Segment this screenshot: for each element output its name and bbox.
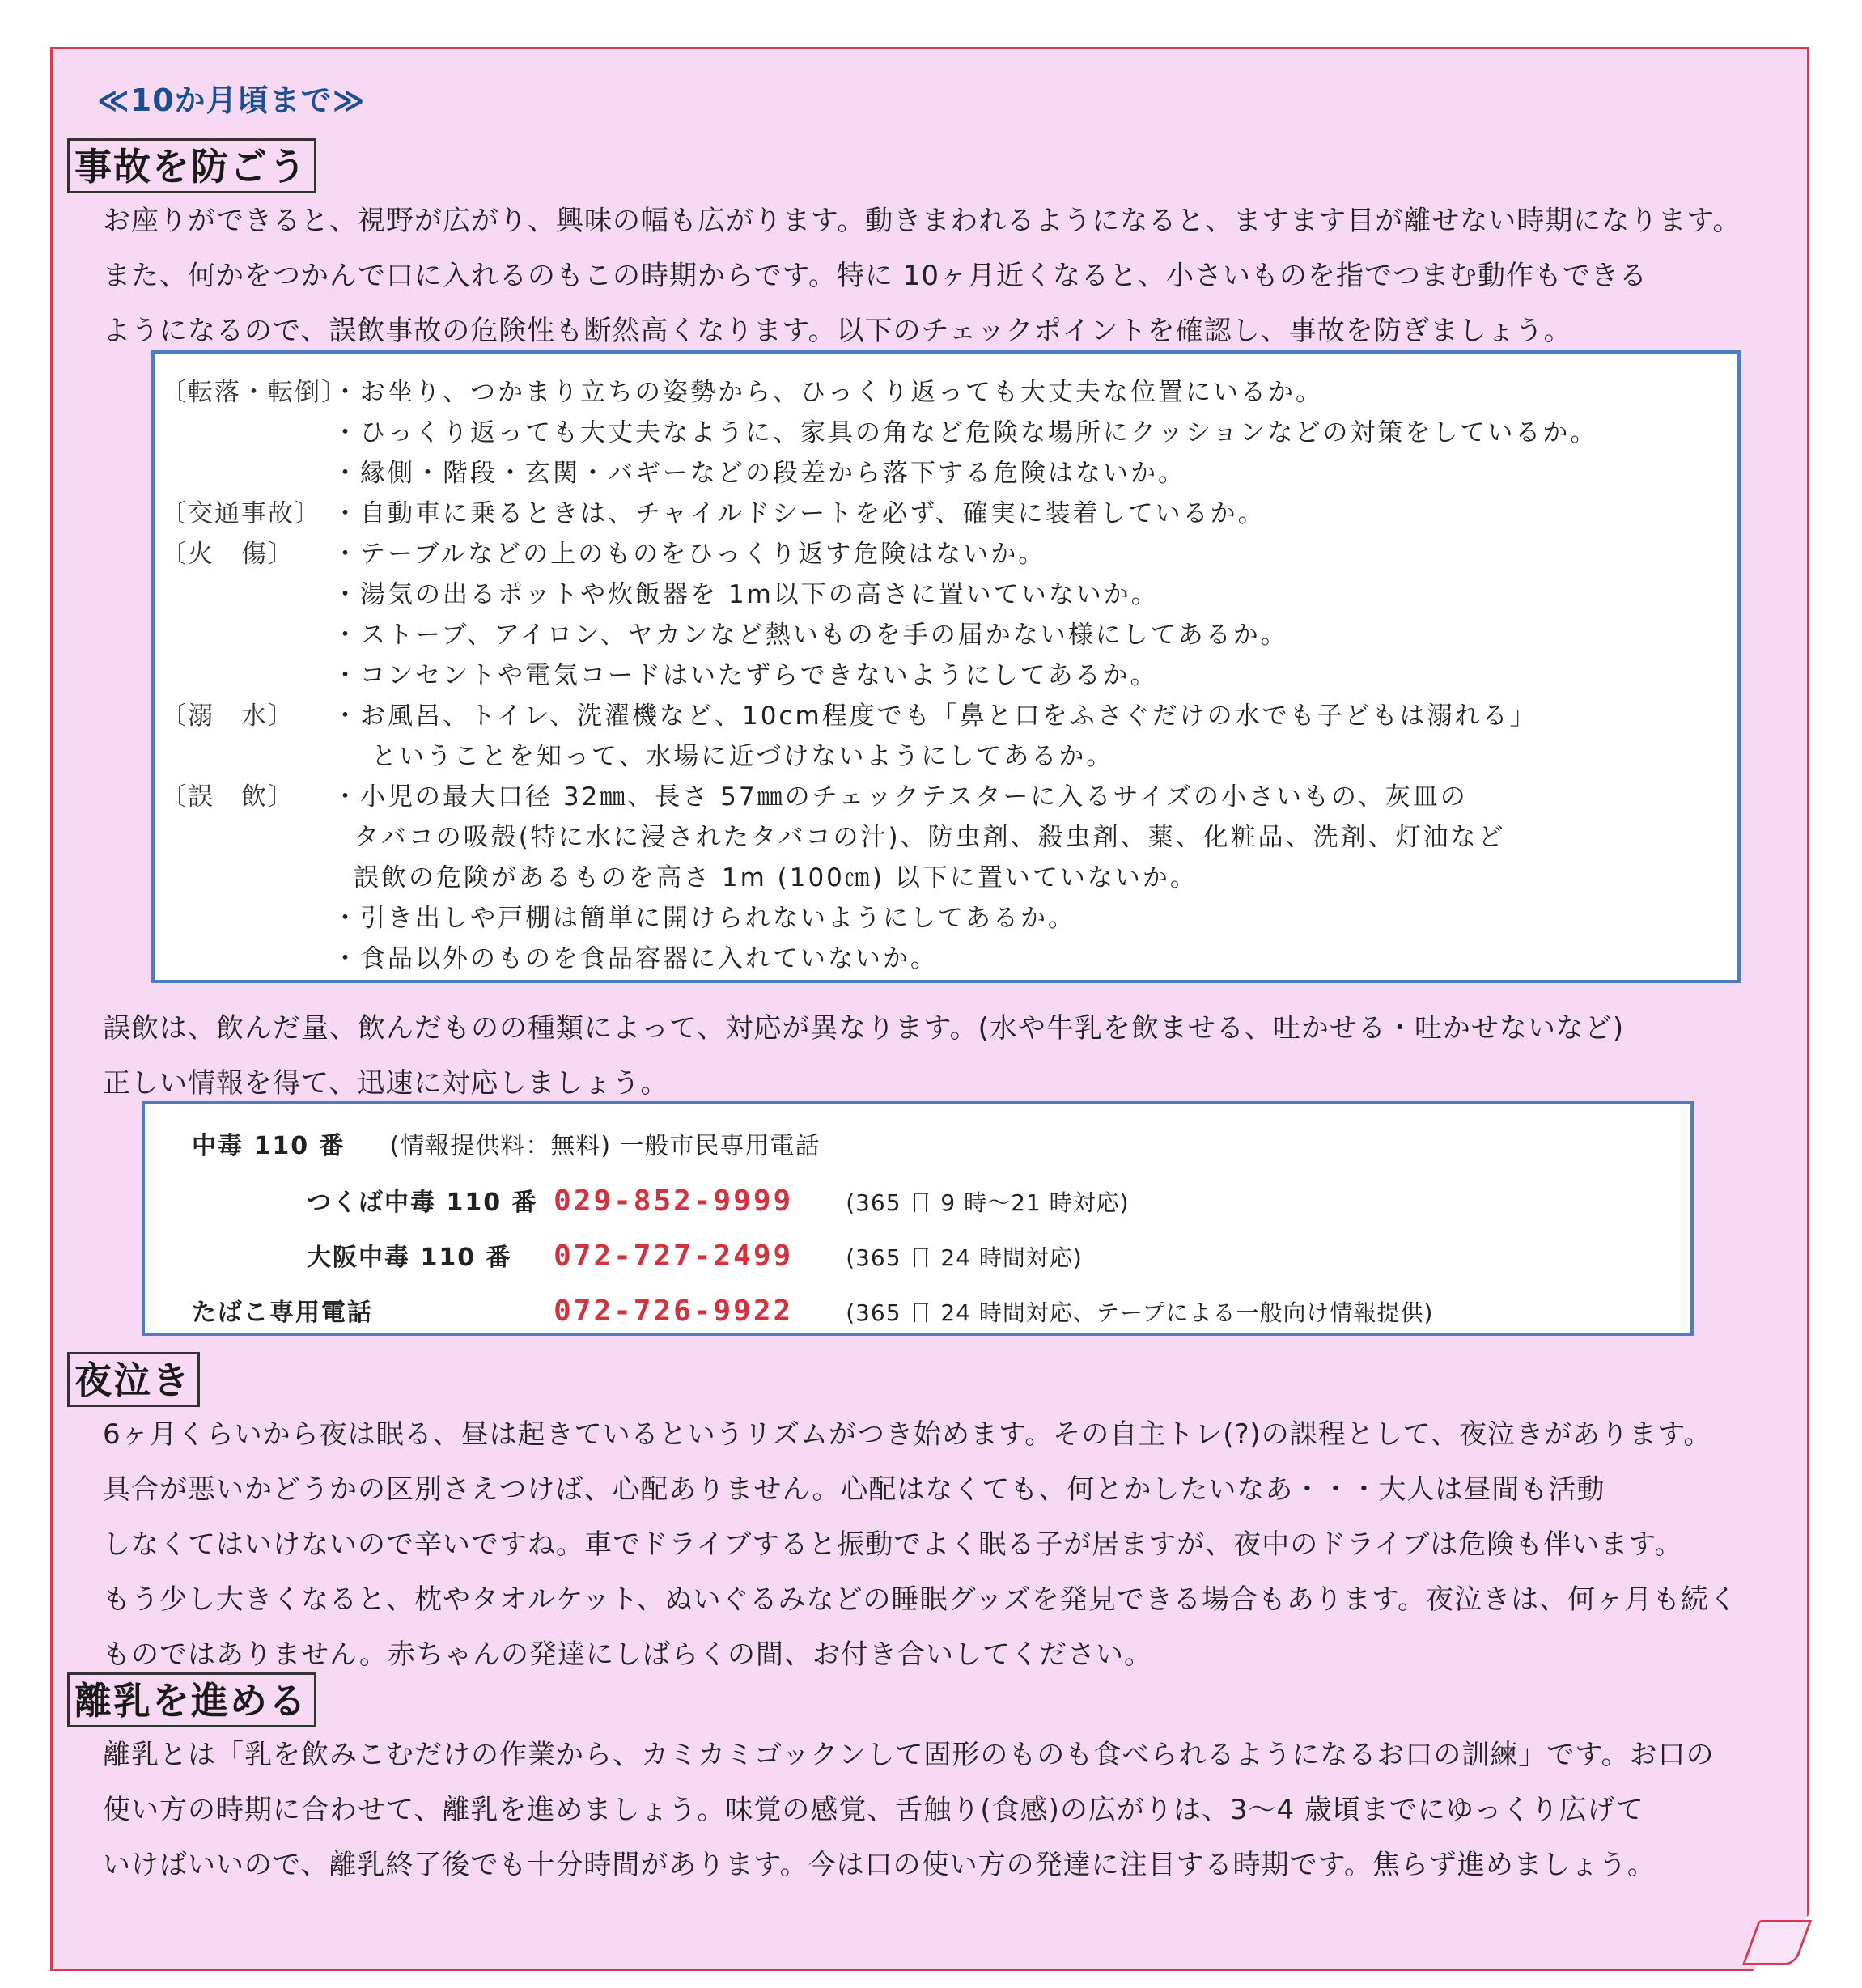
check-item: ・縁側・階段・玄関・バギーなどの段差から落下する危険はないか。 <box>333 459 1185 488</box>
night-cry-line: しなくてはいけないので辛いですね。車でドライブすると振動でよく眠る子が居ますが、夜中のドライブは危険も伴います。 <box>103 1528 1683 1561</box>
night-cry-line: 具合が悪いかどうかの区別さえつけば、心配ありません。心配はなくても、何とかしたいなあ・・・大人は昼間も活動 <box>103 1473 1605 1506</box>
check-item: ・自動車に乗るときは、チャイルドシートを必ず、確実に装着しているか。 <box>333 499 1266 528</box>
section-title: ≪10か月頃まで≫ <box>97 83 366 118</box>
heading-weaning: 離乳を進める <box>67 1672 316 1727</box>
phone-header-note: (情報提供料：無料) 一般市民専用電話 <box>389 1132 821 1160</box>
phone-row-tsukuba <box>307 1182 1130 1218</box>
phone-number[interactable]: 072-727-2499 <box>554 1240 794 1273</box>
check-item: ・お風呂、トイレ、洗濯機など、10cm程度でも「鼻と口をふさぐだけの水でも子どもは溺れる」 <box>333 702 1538 731</box>
accident-line: ようになるので、誤飲事故の危険性も断然高くなります。以下のチェックポイントを確認し、事故を防ぎましょう。 <box>103 315 1572 347</box>
accident-line: お座りができると、視野が広がり、興味の幅も広がります。動きまわれるようになると、ますます目が離せない時期になります。 <box>103 205 1741 237</box>
phone-note: (365 日 24 時間対応、テープによる一般向け情報提供) <box>846 1299 1434 1326</box>
check-item: ・小児の最大口径 32㎜、長さ 57㎜のチェックテスターに入るサイズの小さいもの、灰皿の <box>333 782 1468 812</box>
swallow-text <box>103 1001 1784 1111</box>
check-item: ・コンセントや電気コードはいたずらできないようにしてあるか。 <box>333 661 1158 690</box>
check-item: 誤飲の危険があるものを高さ 1m (100㎝) 以下に置いていないか。 <box>354 863 1198 892</box>
phone-box <box>142 1101 1694 1336</box>
info-sheet <box>50 47 1809 1971</box>
check-item: タバコの吸殻(特に水に浸されたタバコの汁)、防虫剤、殺虫剤、薬、化粧品、洗剤、灯油など <box>354 823 1506 852</box>
night-cry-line: ものではありません。赤ちゃんの発達にしばらくの間、お付き合いしてください。 <box>103 1638 1153 1671</box>
check-item: ・お坐り、つかまり立ちの姿勢から、ひっくり返っても大丈夫な位置にいるか。 <box>333 378 1323 407</box>
checklist-box <box>151 350 1741 983</box>
category-swallow: 〔誤 飲〕 <box>161 782 295 812</box>
phone-number[interactable]: 029-852-9999 <box>554 1185 794 1218</box>
phone-label: たばこ専用電話 <box>192 1299 373 1327</box>
check-item: ・テーブルなどの上のものをひっくり返す危険はないか。 <box>333 540 1046 569</box>
phone-note: (365 日 24 時間対応) <box>846 1244 1083 1271</box>
night-cry-line: 6ヶ月くらいから夜は眠る、昼は起きているというリズムがつき始めます。その自主トレ(?)の課程として、夜泣きがあります。 <box>103 1418 1712 1451</box>
accident-text <box>103 193 1784 358</box>
category-fall: 〔転落・転倒〕 <box>161 378 348 407</box>
phone-row-osaka <box>307 1237 1083 1273</box>
weaning-line: 使い方の時期に合わせて、離乳を進めましょう。味覚の感覚、舌触り(食感)の広がりは、3～4 歳頃までにゆっくり広げて <box>103 1794 1644 1826</box>
category-drowning: 〔溺 水〕 <box>161 702 295 731</box>
phone-number[interactable]: 072-726-9922 <box>554 1295 794 1328</box>
night-cry-text <box>103 1407 1784 1682</box>
accident-line: また、何かをつかんで口に入れるのもこの時期からです。特に 10ヶ月近くなると、小さいものを指でつまむ動作もできる <box>103 260 1648 292</box>
phone-header <box>192 1125 821 1161</box>
phone-note: (365 日 9 時～21 時対応) <box>846 1189 1130 1216</box>
phone-label: つくば中毒 110 番 <box>307 1189 538 1217</box>
check-item: ・ストーブ、アイロン、ヤカンなど熱いものを手の届かない様にしてあるか。 <box>333 621 1288 650</box>
weaning-line: いけばいいので、離乳終了後でも十分時間があります。今は口の使い方の発達に注目する時期です。焦らず進めましょう。 <box>103 1849 1656 1881</box>
weaning-text <box>103 1727 1784 1893</box>
check-item: ・湯気の出るポットや炊飯器を 1m以下の高さに置いていないか。 <box>333 580 1159 609</box>
check-item: ・食品以外のものを食品容器に入れていないか。 <box>333 944 938 973</box>
category-traffic: 〔交通事故〕 <box>161 499 321 528</box>
category-burn: 〔火 傷〕 <box>161 540 295 569</box>
night-cry-line: もう少し大きくなると、枕やタオルケット、ぬいぐるみなどの睡眠グッズを発見できる場合もあります。夜泣きは、何ヶ月も続く <box>103 1583 1738 1616</box>
heading-accident: 事故を防ごう <box>67 138 316 193</box>
swallow-line: 正しい情報を得て、迅速に対応しましょう。 <box>103 1067 669 1100</box>
swallow-line: 誤飲は、飲んだ量、飲んだものの種類によって、対応が異なります。(水や牛乳を飲ませる、吐かせる・吐かせないなど) <box>103 1012 1625 1045</box>
phone-header-label: 中毒 110 番 <box>192 1132 346 1160</box>
check-item: ・引き出しや戸棚は簡単に開けられないようにしてあるか。 <box>333 904 1075 933</box>
phone-row-tobacco <box>192 1292 1433 1328</box>
heading-night-cry: 夜泣き <box>67 1352 200 1407</box>
check-item: ということを知って、水場に近づけないようにしてあるか。 <box>371 742 1114 771</box>
check-item: ・ひっくり返っても大丈夫なように、家具の角など危険な場所にクッションなどの対策をしているか。 <box>333 418 1598 447</box>
phone-label: 大阪中毒 110 番 <box>307 1244 512 1272</box>
weaning-line: 離乳とは「乳を飲みこむだけの作業から、カミカミゴックンして固形のものも食べられるようになるお口の訓練」です。お口の <box>103 1739 1715 1771</box>
